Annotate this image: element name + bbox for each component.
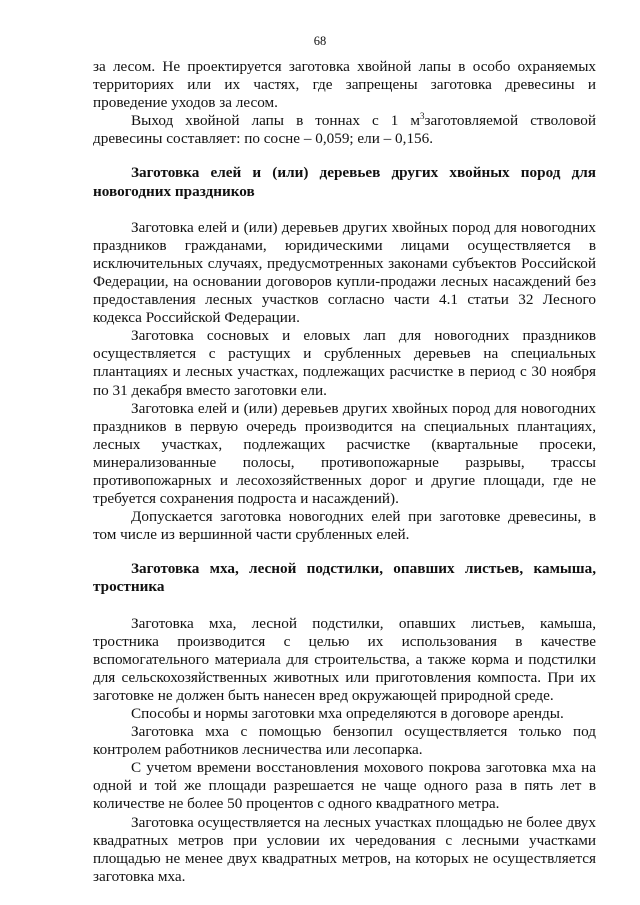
paragraph: Заготовка елей и (или) деревьев других хвойных пород для новогодних праздников гражданами, юридическими лицами осуществляется в исключительных случаях, предусмотренных законами субъектов Российской Федерации, на основании договоров купли-продажи лесных насаждений без предоставления лесных участков согласно части 4.1 статьи 32 Лесного кодекса Российской Федерации.	[93, 218, 596, 327]
spacer	[93, 148, 596, 164]
spacer	[93, 597, 596, 615]
paragraph: Допускается заготовка новогодних елей при заготовке древесины, в том числе из вершинной части срубленных елей.	[93, 508, 596, 544]
page-number: 68	[313, 34, 327, 48]
paragraph-yield	[93, 112, 596, 148]
paragraph: Способы и нормы заготовки мха определяются в договоре аренды.	[131, 705, 564, 722]
paragraph: С учетом времени восстановления мохового покрова заготовка мха на одной и той же площади разрешается не чаще одного раза в пять лет в количестве не более 50 процентов с одного квадратного метра.	[93, 759, 596, 813]
paragraph: за лесом. Не проектируется заготовка хвойной лапы в особо охраняемых территориях или их частях, где запрещены заготовка древесины и проведение уходов за лесом.	[93, 58, 596, 112]
paragraph: Заготовка осуществляется на лесных участках площадью не более двух квадратных метров при условии их чередования с лесными участками площадью не менее двух квадратных метров, на которых не осуществляется заготовка мха.	[93, 813, 596, 885]
paragraph: Заготовка мха с помощью бензопил осуществляется только под контролем работников лесничества или лесопарка.	[93, 723, 596, 759]
paragraph-text: заготовляемой стволовой древесины составляет: по сосне – 0,059; ели – 0,156.	[93, 112, 596, 148]
spacer	[93, 201, 596, 219]
section-heading: Заготовка мха, лесной подстилки, опавших листьев, камыша, тростника	[93, 560, 596, 596]
paragraph: Заготовка елей и (или) деревьев других хвойных пород для новогодних праздников в первую очередь производится на специальных плантациях, лесных участках, подлежащих расчистке (квартальные просеки, минерализованные полосы, противопожарные разрывы, трассы противопожарных и лесохозяйственных дорог и другие площади, где не требуется сохранения подроста и насаждений).	[93, 399, 596, 508]
superscript: 3	[420, 111, 425, 122]
section-heading: Заготовка елей и (или) деревьев других хвойных пород для новогодних праздников	[93, 164, 596, 200]
spacer	[93, 544, 596, 560]
paragraph-text: Выход хвойной лапы в тоннах с 1 м	[131, 112, 421, 130]
paragraph: Заготовка мха, лесной подстилки, опавших листьев, камыша, тростника производится с целью их использования в качестве вспомогательного материала для строительства, а также корма и подстилки для сельскохозяйственных животных или приготовления компоста. При их заготовке не должен быть нанесен вред окружающей природной среде.	[93, 614, 596, 704]
document-body	[93, 58, 596, 886]
paragraph: Заготовка сосновых и еловых лап для новогодних праздников осуществляется с растущих и срубленных деревьев на специальных плантациях и лесных участках, подлежащих расчистке в период с 30 ноября по 31 декабря вместо заготовки ели.	[93, 327, 596, 399]
